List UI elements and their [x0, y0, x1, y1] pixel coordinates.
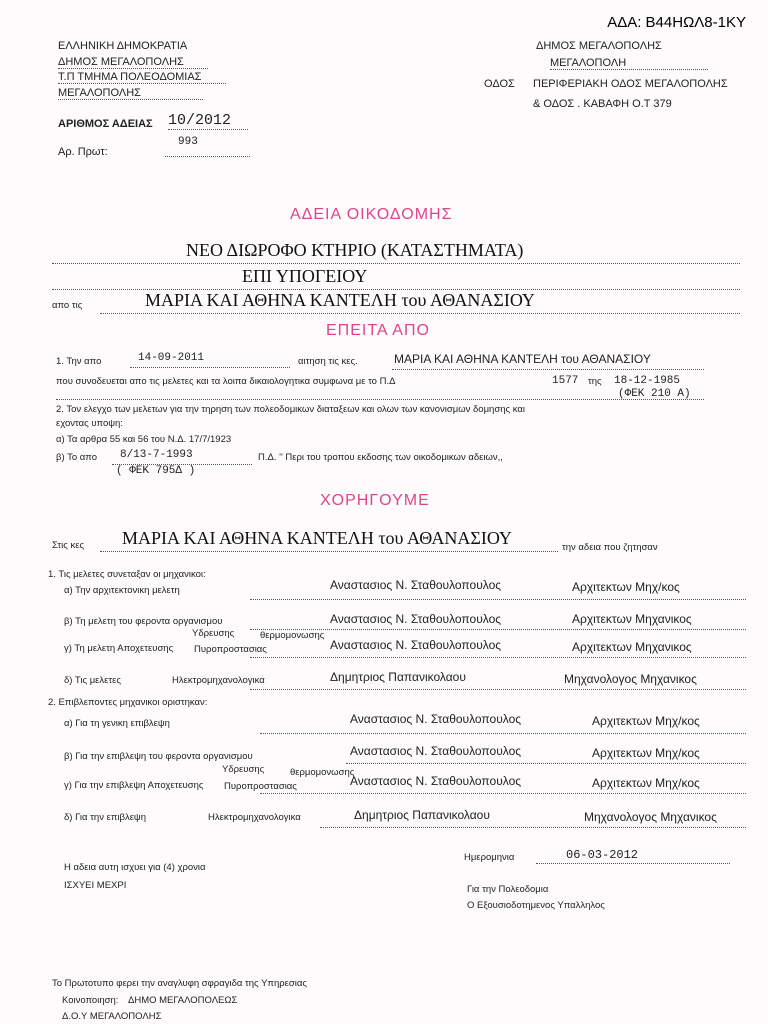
s2-item-b-name: Αναστασιος Ν. Σταθουλοπουλος — [350, 744, 522, 758]
p2-item-b-fek: ( ΦΕΚ 795Δ ) — [116, 465, 196, 477]
subject-line1: ΝΕΟ ΔΙΩΡΟΦΟ ΚΤΗΡΙΟ (ΚΑΤΑΣΤΗΜΑΤΑ) — [186, 240, 524, 260]
prot-number: 993 — [178, 136, 198, 148]
p1-fek: (ΦΕΚ 210 Α) — [618, 388, 691, 400]
street-label: ΟΔΟΣ — [484, 78, 515, 90]
header-left-line3: Τ.Π ΤΜΗΜΑ ΠΟΛΕΟΔΟΜΙΑΣ — [58, 71, 226, 84]
s2-item-a-dots — [260, 732, 746, 734]
s2-item-c-dots — [260, 792, 746, 794]
prot-dots — [165, 148, 250, 157]
header-left-line2: ΔΗΜΟΣ ΜΕΓΑΛΟΠΟΛΗΣ — [58, 56, 208, 69]
s2-ilektro: Ηλεκτρομηχανολογικα — [208, 812, 301, 823]
header-right-line2: ΜΕΓΑΛΟΠΟΛΗ — [550, 57, 708, 70]
p2-item-b-intro: β) Το απο — [56, 452, 97, 463]
s2-item-d-role: Μηχανολογος Μηχανικος — [584, 810, 717, 824]
permit-number: 10/2012 — [168, 112, 248, 130]
section1-heading: 1. Τις μελετες συνεταξαν οι μηχανικοι: — [48, 569, 206, 580]
date-label: Ημερομηνια — [464, 852, 515, 863]
grant-post: την αδεια που ζητησαν — [562, 542, 658, 553]
s1-thermo: θερμομονωσης — [260, 630, 325, 641]
p1-line2: που συνοδευεται απο τις μελετες και τα λοιπα δικαιολογητικα συμφωνα με το Π.Δ — [56, 376, 396, 387]
footer-tax-office: Δ.Ο.Υ ΜΕΓΑΛΟΠΟΛΗΣ — [62, 1011, 162, 1022]
p2-item-b-text: Π.Δ. '' Περι του τροπου εκδοσης των οικοδομικων αδειων,, — [258, 452, 503, 463]
owner-name: ΜΑΡΙΑ ΚΑΙ ΑΘΗΝΑ ΚΑΝΤΕΛΗ του ΑΘΑΝΑΣΙΟΥ — [145, 290, 535, 310]
p2-line1: 2. Τον ελεγχο των μελετων για την τηρηση των πολεοδομικων διαταξεων και ολων των κανονισμων δομησης και — [56, 404, 525, 415]
s2-item-a-label: α) Για τη γενικη επιβλεψη — [64, 718, 170, 729]
s2-item-c-name: Αναστασιος Ν. Σταθουλοπουλος — [350, 774, 522, 788]
header-left-line1: ΕΛΛΗΝΙΚΗ ΔΗΜΟΚΡΑΤΙΑ — [58, 40, 188, 52]
s2-item-d-label: δ) Για την επιβλεψη — [64, 812, 146, 823]
s2-ydreusis: Υδρευσης — [222, 764, 265, 775]
s1-item-b-dots — [250, 628, 746, 630]
grant-pre: Στις κες — [52, 540, 85, 551]
s2-item-a-role: Αρχιτεκτων Μηχ/κος — [592, 714, 700, 728]
s1-item-c-dots — [250, 656, 746, 658]
s1-item-c-name: Αναστασιος Ν. Σταθουλοπουλος — [330, 638, 502, 652]
subject-line2: ΕΠΙ ΥΠΟΓΕΙΟΥ — [242, 266, 368, 286]
subject-line1-dots — [52, 262, 740, 264]
s2-item-c-label: γ) Για την επιβλεψη Αποχετευσης — [64, 780, 204, 791]
s1-item-a-role: Αρχιτεκτων Μηχ/κος — [572, 580, 680, 594]
s1-item-d-role: Μηχανολογος Μηχανικος — [564, 672, 697, 686]
s2-item-b-dots — [346, 762, 746, 764]
section2-heading: 2. Επιβλεποντες μηχανικοι οριστηκαν: — [48, 697, 208, 708]
s1-item-d-dots — [250, 688, 746, 690]
p2-item-a: α) Τα αρθρα 55 και 56 του Ν.Δ. 17/7/1923 — [56, 434, 232, 445]
footer-cc-label: Κοινοποιηση: — [62, 995, 119, 1006]
street-line2: & ΟΔΟΣ . ΚΑΒΑΦΗ Ο.Τ 379 — [533, 98, 672, 110]
p2-line2: εχοντας υποψη: — [56, 418, 123, 429]
s2-item-a-name: Αναστασιος Ν. Σταθουλοπουλος — [350, 712, 522, 726]
s1-item-c-role: Αρχιτεκτων Μηχανικος — [572, 640, 692, 654]
s1-item-b-name: Αναστασιος Ν. Σταθουλοπουλος — [330, 612, 502, 626]
p1-pd-number: 1577 — [552, 375, 579, 387]
grant-owner: ΜΑΡΙΑ ΚΑΙ ΑΘΗΝΑ ΚΑΝΤΕΛΗ του ΑΘΑΝΑΣΙΟΥ — [122, 528, 512, 548]
s2-pyro: Πυροπροστασιας — [224, 781, 297, 792]
s2-item-b-label: β) Για την επιβλεψη του φεροντα οργανισμου — [64, 751, 253, 762]
p1-date: 14-09-2011 — [138, 352, 205, 364]
date-value: 06-03-2012 — [566, 848, 639, 862]
date-dots — [536, 862, 730, 864]
apo-label: απο τις — [52, 300, 83, 311]
validity-text: Η αδεια αυτη ισχυει για (4) χρονια — [64, 862, 206, 873]
s2-item-d-dots — [320, 826, 746, 828]
header-right-line1: ΔΗΜΟΣ ΜΕΓΑΛΟΠΟΛΗΣ — [536, 40, 662, 52]
p1-tis: της — [588, 376, 602, 387]
s1-item-d-name: Δημητριος Παπανικολαου — [330, 670, 466, 684]
s2-item-d-name: Δημητριος Παπανικολαου — [354, 808, 490, 822]
p1-pd-date: 18-12-1985 — [614, 375, 681, 387]
epeita-heading: ΕΠΕΙΤΑ ΑΠΟ — [326, 322, 430, 339]
s1-item-b-role: Αρχιτεκτων Μηχανικος — [572, 612, 692, 626]
p1-fek-dots — [56, 398, 704, 400]
p1-date-dots — [130, 366, 290, 368]
prot-label: Αρ. Πρωτ: — [58, 146, 108, 158]
grant-owner-dots — [100, 550, 558, 552]
s1-item-b-label: β) Τη μελετη του φεροντα οργανισμου — [64, 616, 223, 627]
s1-item-a-name: Αναστασιος Ν. Σταθουλοπουλος — [330, 578, 502, 592]
street-line1: ΠΕΡΙΦΕΡΙΑΚΗ ΟΔΟΣ ΜΕΓΑΛΟΠΟΛΗΣ — [533, 78, 728, 90]
signature-line2: Ο Εξουσιοδοτημενος Υπαλληλος — [467, 900, 605, 911]
p1-owner-dots — [392, 368, 704, 370]
s1-item-c-label: γ) Τη μελετη Αποχετευσης — [64, 643, 174, 654]
s2-item-b-role: Αρχιτεκτων Μηχ/κος — [592, 746, 700, 760]
s1-ilektro: Ηλεκτρομηχανολογικα — [172, 675, 265, 686]
p1-owner: ΜΑΡΙΑ ΚΑΙ ΑΘΗΝΑ ΚΑΝΤΕΛΗ του ΑΘΑΝΑΣΙΟΥ — [394, 352, 651, 366]
s2-thermo: θερμομονωσης — [290, 767, 355, 778]
s1-ydreusis: Υδρευσης — [192, 628, 235, 639]
valid-until-label: ΙΣΧΥΕΙ ΜΕΧΡΙ — [64, 880, 127, 891]
p2-item-b-date: 8/13-7-1993 — [120, 449, 193, 461]
p1-intro: 1. Την απο — [56, 356, 102, 367]
s1-item-a-dots — [250, 598, 746, 600]
footer-stamp-note: Το Πρωτοτυπο φερει την αναγλυφη σφραγιδα της Υπηρεσιας — [52, 978, 307, 989]
signature-line1: Για την Πολεοδομια — [467, 884, 549, 895]
s2-item-c-role: Αρχιτεκτων Μηχ/κος — [592, 776, 700, 790]
permit-label: ΑΡΙΘΜΟΣ ΑΔΕΙΑΣ — [58, 118, 153, 130]
footer-cc-value: ΔΗΜΟ ΜΕΓΑΛΟΠΟΛΕΩΣ — [128, 995, 238, 1006]
s1-item-a-label: α) Την αρχιτεκτονικη μελετη — [64, 585, 180, 596]
s1-item-d-label: δ) Τις μελετες — [64, 675, 121, 686]
header-left-line4: ΜΕΓΑΛΟΠΟΛΗΣ — [58, 87, 203, 100]
s1-pyro: Πυροπροστασιας — [194, 644, 267, 655]
document-title: ΑΔΕΙΑ ΟΙΚΟΔΟΜΗΣ — [290, 206, 453, 223]
xorigoume-heading: ΧΟΡΗΓΟΥΜΕ — [320, 492, 430, 509]
p1-request-label: αιτηση τις κες. — [298, 356, 358, 367]
owner-dots — [100, 312, 740, 314]
ada-code: ΑΔΑ: Β44ΗΩΛ8-1ΚΥ — [607, 14, 746, 31]
